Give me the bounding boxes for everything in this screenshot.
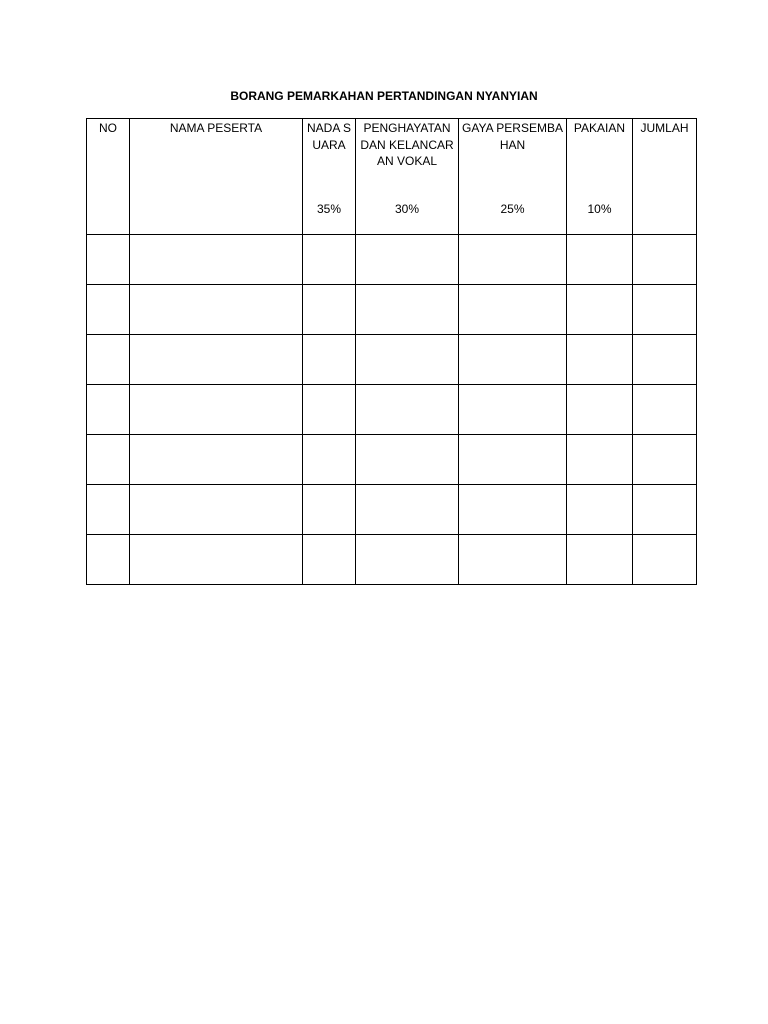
table-header-row xyxy=(87,119,697,235)
cell-jumlah[interactable] xyxy=(633,535,697,585)
header-jumlah: JUMLAH xyxy=(633,119,697,235)
cell-nama-peserta[interactable] xyxy=(130,485,303,535)
cell-gaya-persembahan[interactable] xyxy=(459,385,567,435)
cell-gaya-persembahan[interactable] xyxy=(459,535,567,585)
cell-nada-suara[interactable] xyxy=(303,435,356,485)
table-row xyxy=(87,485,697,535)
table-row xyxy=(87,285,697,335)
cell-pakaian[interactable] xyxy=(567,485,633,535)
cell-penghayatan[interactable] xyxy=(356,385,459,435)
cell-penghayatan[interactable] xyxy=(356,285,459,335)
table-row xyxy=(87,535,697,585)
cell-no[interactable] xyxy=(87,235,130,285)
weight-pakaian: 10% xyxy=(587,202,612,216)
cell-jumlah[interactable] xyxy=(633,285,697,335)
cell-nada-suara[interactable] xyxy=(303,335,356,385)
cell-no[interactable] xyxy=(87,285,130,335)
cell-nama-peserta[interactable] xyxy=(130,535,303,585)
cell-pakaian[interactable] xyxy=(567,335,633,385)
header-no: NO xyxy=(87,119,130,235)
cell-gaya-persembahan[interactable] xyxy=(459,335,567,385)
page-title: BORANG PEMARKAHAN PERTANDINGAN NYANYIAN xyxy=(230,89,538,103)
cell-no[interactable] xyxy=(87,535,130,585)
cell-nama-peserta[interactable] xyxy=(130,435,303,485)
cell-jumlah[interactable] xyxy=(633,235,697,285)
cell-nada-suara[interactable] xyxy=(303,535,356,585)
cell-nada-suara[interactable] xyxy=(303,285,356,335)
cell-jumlah[interactable] xyxy=(633,435,697,485)
cell-pakaian[interactable] xyxy=(567,235,633,285)
cell-nama-peserta[interactable] xyxy=(130,285,303,335)
cell-no[interactable] xyxy=(87,485,130,535)
header-penghayatan: PENGHAYATAN DAN KELANCARAN VOKAL 30% xyxy=(356,119,459,235)
table-row xyxy=(87,435,697,485)
cell-gaya-persembahan[interactable] xyxy=(459,485,567,535)
cell-nama-peserta[interactable] xyxy=(130,235,303,285)
cell-pakaian[interactable] xyxy=(567,285,633,335)
cell-penghayatan[interactable] xyxy=(356,235,459,285)
cell-nama-peserta[interactable] xyxy=(130,385,303,435)
weight-penghayatan: 30% xyxy=(394,202,420,216)
header-gaya-persembahan: GAYA PERSEMBAHAN 25% xyxy=(459,119,567,235)
cell-jumlah[interactable] xyxy=(633,335,697,385)
cell-jumlah[interactable] xyxy=(633,385,697,435)
cell-penghayatan[interactable] xyxy=(356,335,459,385)
cell-nada-suara[interactable] xyxy=(303,385,356,435)
table-row xyxy=(87,385,697,435)
cell-nada-suara[interactable] xyxy=(303,235,356,285)
weight-gaya-persembahan: 25% xyxy=(500,202,525,216)
cell-pakaian[interactable] xyxy=(567,535,633,585)
cell-nada-suara[interactable] xyxy=(303,485,356,535)
cell-no[interactable] xyxy=(87,335,130,385)
header-pakaian: PAKAIAN 10% xyxy=(567,119,633,235)
cell-nama-peserta[interactable] xyxy=(130,335,303,385)
cell-gaya-persembahan[interactable] xyxy=(459,435,567,485)
cell-penghayatan[interactable] xyxy=(356,485,459,535)
table-row xyxy=(87,235,697,285)
cell-pakaian[interactable] xyxy=(567,435,633,485)
cell-gaya-persembahan[interactable] xyxy=(459,235,567,285)
cell-penghayatan[interactable] xyxy=(356,435,459,485)
cell-no[interactable] xyxy=(87,385,130,435)
cell-no[interactable] xyxy=(87,435,130,485)
header-nama-peserta: NAMA PESERTA xyxy=(130,119,303,235)
header-nada-suara: NADA SUARA 35% xyxy=(303,119,356,235)
cell-pakaian[interactable] xyxy=(567,385,633,435)
cell-penghayatan[interactable] xyxy=(356,535,459,585)
cell-gaya-persembahan[interactable] xyxy=(459,285,567,335)
cell-jumlah[interactable] xyxy=(633,485,697,535)
table-row xyxy=(87,335,697,385)
scoring-table xyxy=(86,118,697,585)
weight-nada-suara: 35% xyxy=(316,202,342,216)
